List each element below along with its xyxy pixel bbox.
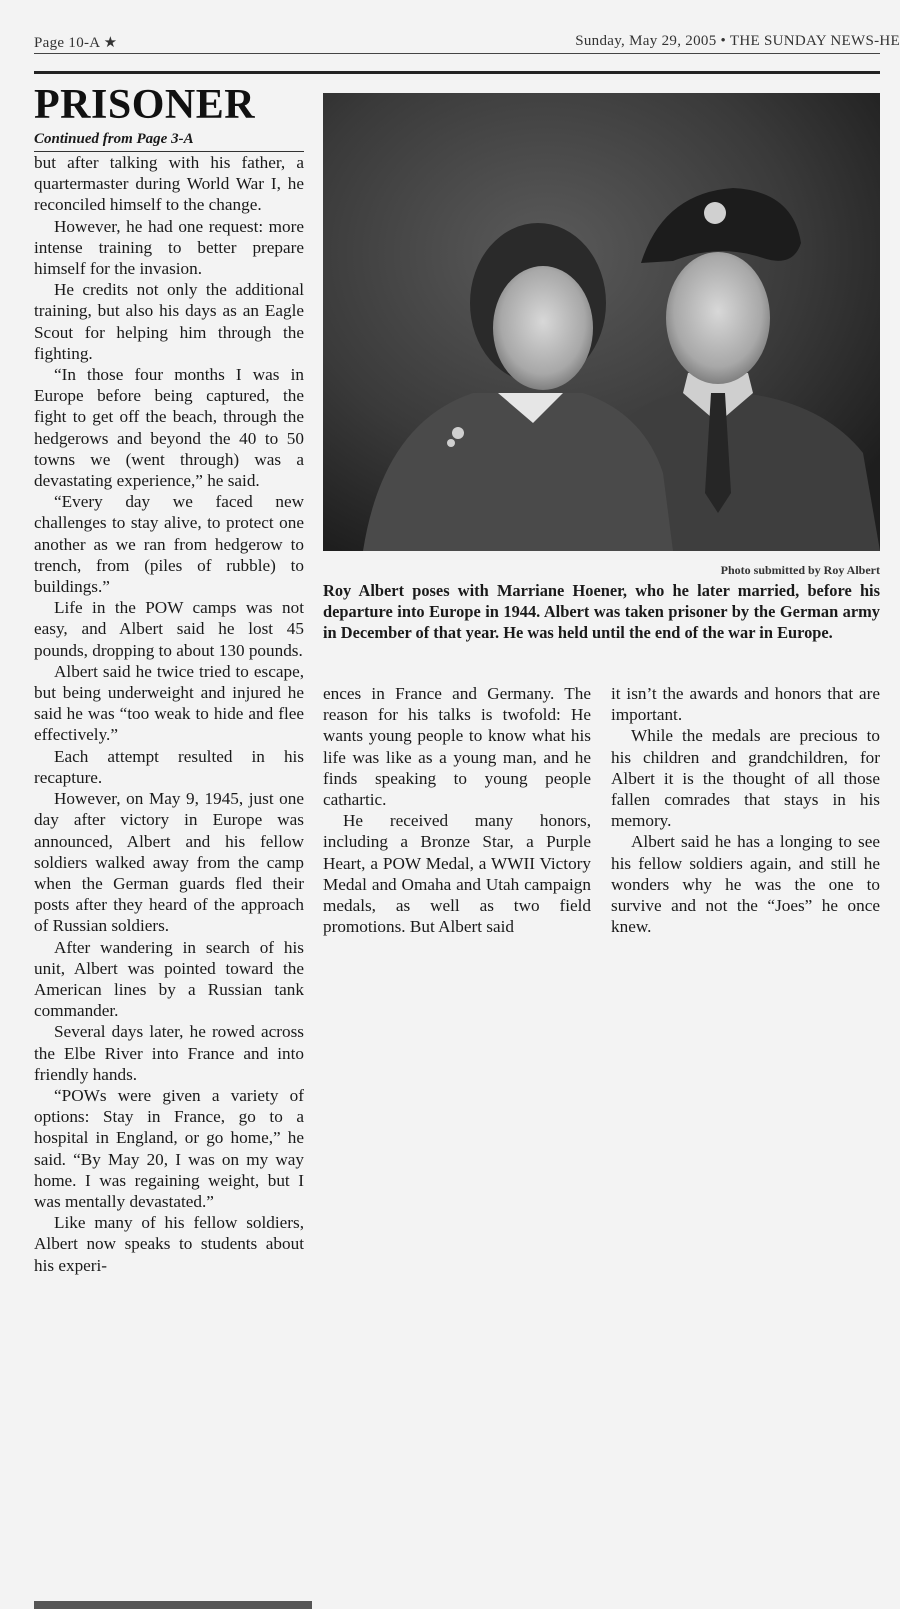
paragraph: However, he had one request: more intense training to better prepare himself for the invasion. bbox=[34, 216, 304, 279]
story-column-3 bbox=[611, 683, 880, 937]
paragraph: Like many of his fellow soldiers, Albert now speaks to students about his experi- bbox=[34, 1213, 304, 1275]
paragraph: He received many honors, including a Bronze Star, a Purple Heart, a POW Medal, a WWII Victory Medal and Omaha and Utah campaign medals, as well as two field promotions. But Albert said bbox=[323, 811, 591, 937]
paragraph: After wandering in search of his unit, Albert was pointed toward the American lines by a Russian tank commander. bbox=[34, 937, 304, 1021]
paragraph: it isn’t the awards and honors that are important. bbox=[611, 684, 880, 725]
paragraph: However, on May 9, 1945, just one day after victory in Europe was announced, Albert and his fellow soldiers walked away from the camp when the German guards fled their posts after they heard of the approach of Russian soldiers. bbox=[34, 789, 304, 936]
paragraph: While the medals are precious to his children and grandchildren, for Albert it is the thought of all those fallen comrades that stays in his memory. bbox=[611, 726, 880, 831]
portrait-photo bbox=[323, 93, 880, 551]
paragraph: “In those four months I was in Europe before being captured, the fight to get off the beach, through the hedgerows and beyond the 40 to 50 towns we (went through) was a devastating experience,” he said. bbox=[34, 365, 304, 491]
paragraph: Life in the POW camps was not easy, and Albert said he lost 45 pounds, dropping to about 130 pounds. bbox=[34, 598, 304, 660]
page-number: Page 10-A ★ bbox=[34, 35, 118, 51]
story-column-1 bbox=[34, 82, 304, 1276]
dateline: Sunday, May 29, 2005 • THE SUNDAY NEWS-HE bbox=[575, 33, 900, 49]
page-header bbox=[34, 30, 900, 52]
paragraph: ences in France and Germany. The reason for his talks is twofold: He wants young people to know what his life was like as a young man, and he finds speaking to young people cathartic. bbox=[323, 684, 591, 810]
paragraph: but after talking with his father, a quartermaster during World War I, he reconciled himself to the change. bbox=[34, 153, 304, 215]
story-kicker: PRISONER bbox=[34, 82, 256, 128]
paragraph: “POWs were given a variety of options: Stay in France, go to a hospital in England, or go home,” he said. “By May 20, I was on my way home. I was regaining weight, but I was mentally devastated.” bbox=[34, 1085, 304, 1211]
photo-caption: Roy Albert poses with Marriane Hoener, who he later married, before his departure into Europe in 1944. Albert was taken prisoner by the German army in December of that year. He was held until the end of the war in Europe. bbox=[323, 581, 880, 643]
paragraph: Albert said he twice tried to escape, but being underweight and injured he said he was “too weak to hide and flee effectively.” bbox=[34, 661, 304, 745]
paragraph: Several days later, he rowed across the Elbe River into France and into friendly hands. bbox=[34, 1022, 304, 1084]
paragraph: “Every day we faced new challenges to stay alive, to protect one another as we ran from hedgerow to trench, from (piles of rubble) to buildings.” bbox=[34, 492, 304, 597]
photo-credit: Photo submitted by Roy Albert bbox=[720, 563, 880, 577]
bottom-graphic-edge bbox=[34, 1601, 312, 1609]
paragraph: Albert said he has a longing to see his fellow soldiers again, and still he wonders why he was the one to survive and not the “Joes” he once knew. bbox=[611, 832, 880, 937]
paragraph: He credits not only the additional training, but also his days as an Eagle Scout for helping him through the fighting. bbox=[34, 280, 304, 363]
continued-line: Continued from Page 3-A bbox=[34, 130, 304, 152]
paragraph: Each attempt resulted in his recapture. bbox=[34, 746, 304, 787]
story-text-col1 bbox=[34, 152, 304, 1276]
story-column-2 bbox=[323, 683, 591, 937]
portrait-photo-image bbox=[323, 93, 880, 551]
section-rule bbox=[34, 71, 880, 74]
header-rule bbox=[34, 53, 880, 54]
